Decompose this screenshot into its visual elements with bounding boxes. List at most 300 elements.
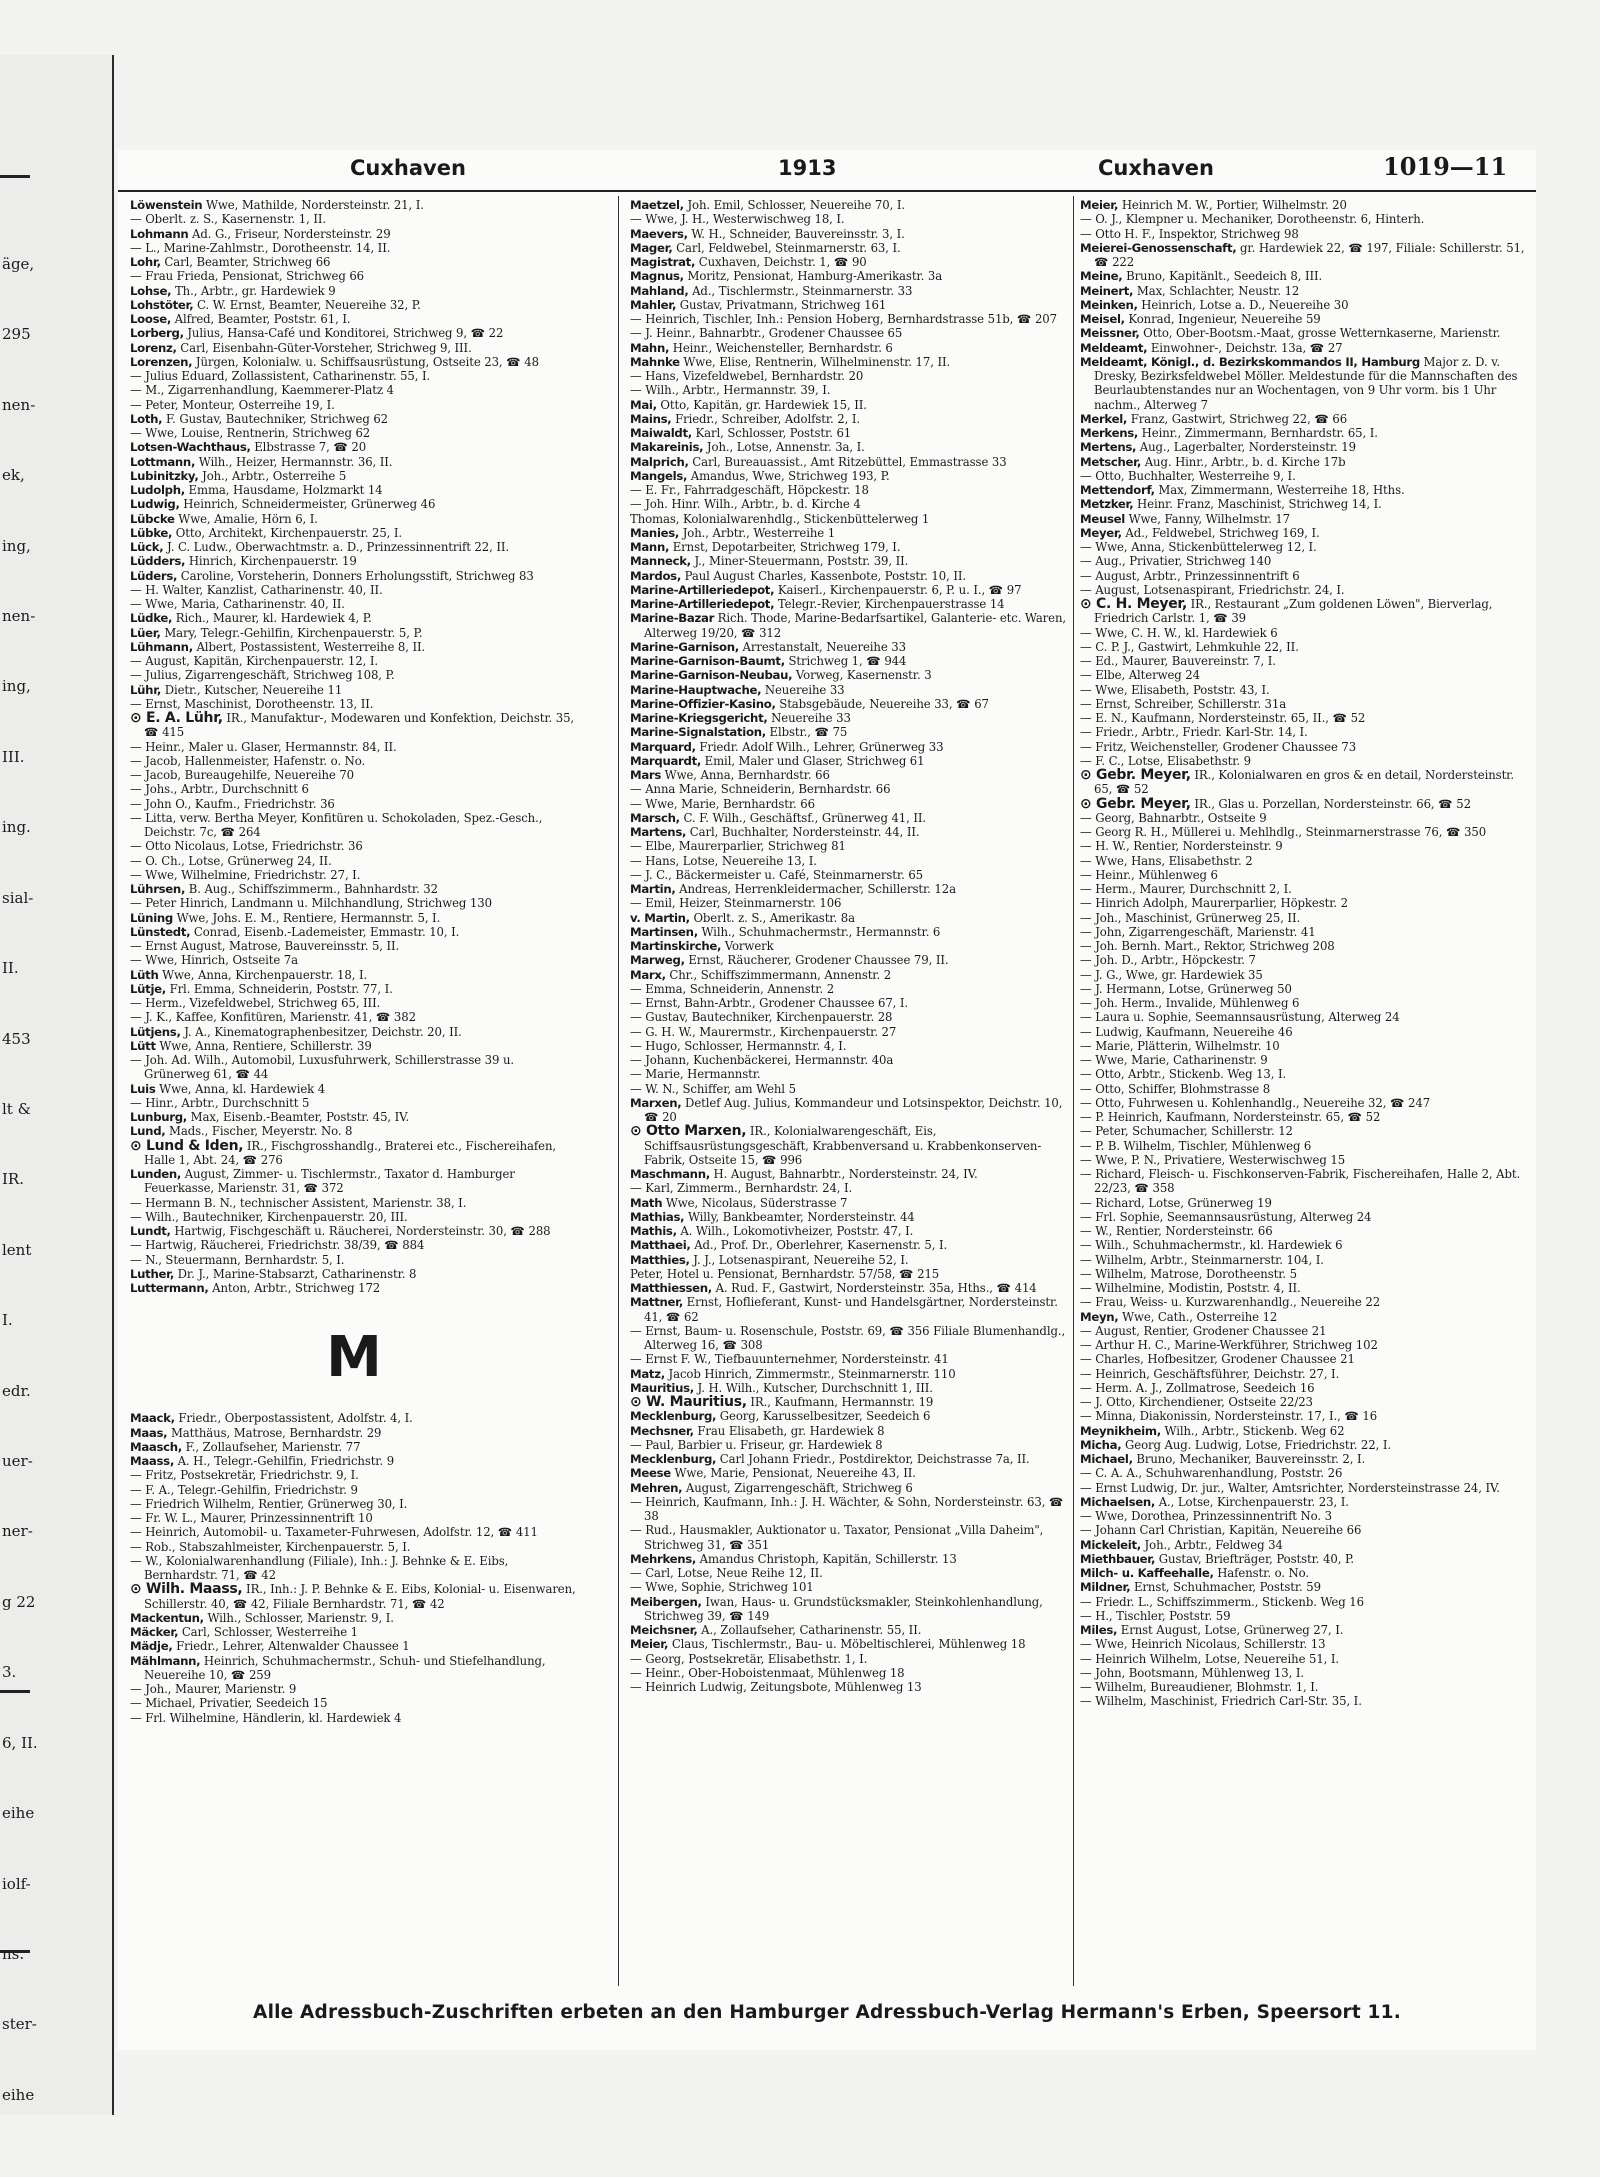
directory-entry [130, 1511, 578, 1525]
entry-name: Mählmann, [130, 1653, 201, 1668]
entry-details: Heinrich M. W., Portier, Wilhelmstr. 20 [1121, 198, 1347, 212]
directory-entry [1080, 1666, 1530, 1680]
directory-entry [130, 1096, 578, 1110]
entry-name: Lüdders, [130, 554, 186, 569]
directory-entry [1080, 269, 1530, 283]
entry-details: Carl, Schlosser, Westerreihe 1 [181, 1625, 359, 1639]
entry-details: — Ernst, Baum- u. Rosenschule, Poststr. 69, ☎ 356 Filiale Blumenhandlg., Alterweg 16, ☎ 308 [630, 1323, 1066, 1352]
directory-entry [130, 383, 578, 397]
entry-details: — J. Hermann, Lotse, Grünerweg 50 [1080, 981, 1292, 996]
entry-details: Gustav, Privatmann, Strichweg 161 [679, 297, 887, 312]
entry-name: Lührsen, [130, 882, 186, 896]
directory-entry [1080, 1253, 1530, 1267]
directory-entry [1080, 1381, 1530, 1395]
entry-details: Wwe, Elise, Rentnerin, Wilhelminenstr. 17, II. [683, 354, 951, 369]
entry-name: Luther, [130, 1266, 174, 1281]
directory-entry [1080, 1595, 1530, 1609]
entry-details: Aug., Lagerbalter, Nordersteinstr. 19 [1139, 440, 1356, 455]
entry-details: — Emma, Schneiderin, Annenstr. 2 [630, 981, 835, 996]
entry-details: — Peter, Schumacher, Schillerstr. 12 [1080, 1124, 1293, 1139]
entry-details: August, Zigarrengeschäft, Strichweg 6 [685, 1480, 913, 1495]
entry-details: — Friedr., Arbtr., Friedr. Karl-Str. 14, I. [1080, 725, 1308, 740]
directory-entry [630, 1053, 1078, 1067]
entry-details: — Karl, Zimmerm., Bernhardstr. 24, I. [630, 1181, 853, 1196]
directory-entry [130, 768, 578, 782]
directory-entry [1080, 825, 1530, 839]
entry-details: A. Rud. F., Gastwirt, Nordersteinstr. 35a, Hths., ☎ 414 [715, 1281, 1037, 1295]
entry-name: Mahland, [630, 283, 689, 298]
entry-details: — Richard, Lotse, Grünerweg 19 [1080, 1195, 1272, 1210]
entry-details: Friedr., Schreiber, Adolfstr. 2, I. [675, 411, 860, 426]
left-page-fragment: ing, [2, 536, 31, 555]
entry-details: F. Gustav, Bautechniker, Strichweg 62 [165, 411, 388, 426]
directory-entry [1080, 554, 1530, 568]
directory-entry [130, 797, 578, 811]
directory-entry [130, 1010, 578, 1024]
directory-entry [130, 1139, 578, 1168]
left-page-fragment: uer- [2, 1452, 33, 1471]
directory-entry [130, 554, 578, 568]
directory-entry [630, 341, 1078, 355]
entry-details: — Joh. Herm., Invalide, Mühlenweg 6 [1080, 996, 1300, 1010]
directory-entry [1080, 298, 1530, 312]
entry-name: Maevers, [630, 226, 688, 241]
entry-details: Hartwig, Fischgeschäft u. Räucherei, Nordersteinstr. 30, ☎ 288 [174, 1224, 551, 1238]
directory-entry [130, 1426, 578, 1440]
entry-name: Marine-Kriegsgericht, [630, 711, 768, 725]
entry-details: C. F. Wilh., Geschäftsf., Grünerweg 41, II. [683, 810, 926, 825]
directory-entry [630, 540, 1078, 554]
entry-name: Martinskirche, [630, 939, 722, 953]
entry-details: — Wwe, Heinrich Nicolaus, Schillerstr. 13 [1080, 1637, 1326, 1652]
directory-entry [1080, 1025, 1530, 1039]
directory-entry [130, 782, 578, 796]
entry-details: Joh. Emil, Schlosser, Neuereihe 70, I. [687, 198, 905, 212]
entry-name: Maasch, [130, 1439, 182, 1454]
entry-name: Marine-Garnison-Baumt, [630, 654, 785, 668]
directory-entry [1080, 1367, 1530, 1381]
directory-entry [130, 1238, 578, 1252]
directory-entry [1080, 996, 1530, 1010]
directory-entry [130, 896, 578, 910]
left-page-fragment: 453 [2, 1029, 31, 1048]
entry-details: Dr. J., Marine-Stabsarzt, Catharinenstr. 8 [177, 1266, 417, 1281]
directory-entry [130, 1224, 578, 1238]
entry-details: — Minna, Diakonissin, Nordersteinstr. 17, I., ☎ 16 [1080, 1409, 1378, 1424]
entry-name: Meissner, [1080, 326, 1140, 341]
directory-entry [1080, 1010, 1530, 1024]
entry-name: Miles, [1080, 1623, 1118, 1637]
entry-details: Emma, Hausdame, Holzmarkt 14 [188, 483, 383, 497]
directory-entry [1080, 1338, 1530, 1352]
entry-details: — Otto H. F., Inspektor, Strichweg 98 [1080, 226, 1299, 241]
entry-details: — H. Walter, Kanzlist, Catharinenstr. 40, II. [130, 582, 383, 597]
directory-entry [130, 412, 578, 426]
entry-details: — Wilh., Schuhmachermstr., kl. Hardewiek 6 [1080, 1238, 1343, 1253]
directory-entry [130, 1625, 578, 1639]
directory-entry [630, 398, 1078, 412]
directory-entry [1080, 1224, 1530, 1238]
entry-name: ⊙ Gebr. Meyer, [1080, 795, 1191, 812]
directory-entry [1080, 1295, 1530, 1309]
directory-entry [130, 697, 578, 711]
entry-name: Martin, [630, 882, 676, 896]
directory-entry [630, 996, 1078, 1010]
entry-name: Marquardt, [630, 753, 702, 768]
entry-name: Meinert, [1080, 283, 1134, 298]
directory-entry [1080, 697, 1530, 711]
entry-name: Mardos, [630, 568, 681, 583]
directory-entry [630, 1595, 1078, 1624]
entry-details: — Peter, Monteur, Osterreihe 19, I. [130, 397, 335, 412]
entry-details: — Wwe, Dorothea, Prinzessinnentrift No. 3 [1080, 1509, 1332, 1523]
directory-entry [130, 512, 578, 526]
entry-name: Lütjens, [130, 1024, 181, 1039]
entry-name: Marine-Garnison, [630, 639, 739, 654]
entry-name: Lüer, [130, 625, 161, 640]
directory-entry [1080, 854, 1530, 868]
page-footer-notice: Alle Adressbuch-Zuschriften erbeten an den Hamburger Adressbuch-Verlag Hermann's Erben, Speersort 11. [253, 2002, 1401, 2023]
directory-entry [630, 326, 1078, 340]
column-divider [618, 196, 619, 1986]
entry-name: Lottmann, [130, 454, 196, 469]
directory-entry [630, 839, 1078, 853]
entry-details: Wilh., Schlosser, Marienstr. 9, I. [207, 1610, 394, 1625]
entry-details: Wwe, Fanny, Wilhelmstr. 17 [1128, 511, 1291, 526]
section-letter: M [326, 1325, 382, 1391]
directory-entry [1080, 455, 1530, 469]
entry-details: — Hinrich Adolph, Maurerparlier, Höpkestr. 2 [1080, 896, 1348, 911]
entry-details: Wilh., Arbtr., Stickenb. Weg 62 [1164, 1423, 1345, 1438]
directory-entry [630, 868, 1078, 882]
entry-details: — P. B. Wilhelm, Tischler, Mühlenweg 6 [1080, 1138, 1312, 1153]
directory-entry [130, 611, 578, 625]
directory-entry [130, 497, 578, 511]
directory-entry [1080, 968, 1530, 982]
entry-name: Malprich, [630, 454, 689, 469]
entry-name: Martinsen, [630, 924, 698, 939]
entry-name: Lübcke [130, 511, 175, 526]
directory-entry [1080, 1509, 1530, 1523]
directory-entry [1080, 725, 1530, 739]
entry-name: Manneck, [630, 554, 691, 569]
directory-entry [630, 212, 1078, 226]
entry-details: Einwohner-, Deichstr. 13a, ☎ 27 [1150, 340, 1343, 355]
entry-details: — Ernst August, Matrose, Bauvereinsstr. 5, II. [130, 939, 400, 953]
entry-name: Lütt [130, 1038, 156, 1053]
entry-details: — Wilhelm, Bureaudiener, Blohmstr. 1, I. [1080, 1680, 1319, 1694]
entry-details: — Friedrich Wilhelm, Rentier, Grünerweg 30, I. [130, 1496, 408, 1511]
directory-entry [1080, 426, 1530, 440]
entry-name: Lübke, [130, 525, 173, 540]
entry-details: — Herm., Vizefeldwebel, Strichweg 65, III. [130, 996, 381, 1010]
entry-name: Lohmann [130, 226, 189, 241]
entry-name: Magistrat, [630, 255, 696, 269]
entry-name: Meine, [1080, 269, 1123, 284]
entry-details: Carl, Eisenbahn-Güter-Vorsteher, Strichweg 9, III. [180, 340, 472, 355]
left-page-fragment: lt & [2, 1099, 31, 1118]
entry-details: — Wwe, Marie, Bernhardstr. 66 [630, 796, 815, 811]
entry-name: Lohstöter, [130, 297, 194, 312]
entry-details: J., Miner-Steuermann, Poststr. 39, II. [694, 554, 909, 569]
entry-details: — O. Ch., Lotse, Grünerweg 24, II. [130, 853, 332, 868]
entry-details: H. August, Bahnarbtr., Nordersteinstr. 24, IV. [713, 1167, 978, 1181]
directory-entry [1080, 882, 1530, 896]
entry-name: Mecklenburg, [630, 1452, 717, 1466]
directory-entry [630, 982, 1078, 996]
entry-details: — J. Heinr., Bahnarbtr., Grodener Chaussee 65 [630, 326, 903, 341]
entry-details: Bruno, Mechaniker, Bauvereinsstr. 2, I. [1136, 1452, 1366, 1466]
entry-details: — Jacob, Bureaugehilfe, Neuereihe 70 [130, 768, 354, 782]
directory-entry [1080, 212, 1530, 226]
entry-name: Marweg, [630, 953, 685, 968]
entry-name: Meldeamt, [1080, 340, 1148, 355]
entry-details: — N., Steuermann, Bernhardstr. 5, I. [130, 1252, 345, 1267]
entry-details: Chr., Schiffszimmermann, Annenstr. 2 [669, 967, 892, 982]
entry-details: Wwe, Nicolaus, Süderstrasse 7 [665, 1195, 848, 1210]
left-page-fragment: g 22 [2, 1592, 36, 1611]
entry-name: Matthies, [630, 1252, 690, 1267]
left-page-fragment: I. [2, 1311, 13, 1330]
entry-details: Heinr., Zimmermann, Bernhardstr. 65, I. [1141, 426, 1378, 440]
entry-name: Lundt, [130, 1224, 171, 1238]
entry-details: Elbstr., ☎ 75 [769, 725, 848, 740]
entry-name: Merkel, [1080, 411, 1128, 426]
directory-entry [130, 284, 578, 298]
entry-name: Meese [630, 1466, 671, 1481]
directory-entry [1080, 1438, 1530, 1452]
directory-entry [130, 312, 578, 326]
left-page-fragment: ster- [2, 2015, 37, 2034]
entry-name: ⊙ E. A. Lühr, [130, 710, 223, 726]
entry-details: Strichweg 1, ☎ 944 [788, 654, 907, 668]
entry-details: W. H., Schneider, Bauvereinsstr. 3, I. [691, 226, 905, 241]
entry-details: — Heinrich Wilhelm, Lotse, Neuereihe 51, I. [1080, 1651, 1340, 1666]
entry-name: Mackentun, [130, 1610, 204, 1625]
entry-name: Meynikheim, [1080, 1423, 1161, 1438]
entry-details: Otto, Ober-Bootsm.-Maat, grosse Wetternkaserne, Marienstr. [1143, 326, 1501, 341]
directory-entry [1080, 982, 1530, 996]
directory-entry [1080, 896, 1530, 910]
entry-details: C. W. Ernst, Beamter, Neuereihe 32, P. [197, 297, 421, 312]
entry-name: Meier, [630, 1637, 669, 1652]
entry-name: Mehrkens, [630, 1551, 697, 1566]
directory-entry [130, 683, 578, 697]
directory-entry [630, 227, 1078, 241]
directory-entry [1080, 1196, 1530, 1210]
entry-details: A. H., Telegr.-Gehilfin, Friedrichstr. 9 [177, 1454, 395, 1468]
directory-entry [630, 440, 1078, 454]
directory-entry [1080, 1694, 1530, 1708]
entry-details: — Wwe, P. N., Privatiere, Westerwischweg 15 [1080, 1152, 1346, 1167]
directory-entry [130, 1711, 578, 1725]
directory-entry [130, 398, 578, 412]
entry-details: — Wwe, Hinrich, Ostseite 7a [130, 953, 299, 968]
directory-entry [630, 1281, 1078, 1295]
left-page-fragment: iolf- [2, 1874, 31, 1893]
entry-details: — Heinr., Maler u. Glaser, Hermannstr. 84, II. [130, 739, 397, 754]
entry-details: — Elbe, Alterweg 24 [1080, 668, 1200, 683]
left-page-remnant [0, 55, 114, 2115]
directory-entry [130, 1440, 578, 1454]
entry-details: — John O., Kaufm., Friedrichstr. 36 [130, 796, 335, 811]
entry-details: — Marie, Hermannstr. [630, 1067, 761, 1082]
entry-details: Jürgen, Kolonialw. u. Schiffsausrüstung, Ostseite 23, ☎ 48 [195, 354, 539, 369]
entry-details: gr. Hardewiek 22, ☎ 197, Filiale: Schillerstr. 51, ☎ 222 [1094, 240, 1525, 269]
entry-details: — Hartwig, Räucherei, Friedrichstr. 38/39, ☎ 884 [130, 1238, 425, 1253]
entry-details: — Otto, Buchhalter, Westerreihe 9, I. [1080, 468, 1296, 483]
directory-entry [130, 882, 578, 896]
entry-details: Hafenstr. o. No. [1217, 1566, 1310, 1580]
directory-entry [1080, 740, 1530, 754]
entry-details: Heinr., Weichensteller, Bernhardstr. 6 [672, 340, 893, 355]
entry-name: Marine-Artilleriedepot, [630, 597, 775, 611]
directory-entry [130, 1025, 578, 1039]
directory-entry [1080, 597, 1530, 626]
entry-details: Georg Aug. Ludwig, Lotse, Friedrichstr. 22, I. [1125, 1437, 1391, 1452]
entry-name: Maetzel, [630, 198, 684, 212]
entry-details: — Johann, Kuchenbäckerei, Hermannstr. 40a [630, 1053, 894, 1067]
directory-entry [630, 968, 1078, 982]
directory-entry [130, 1196, 578, 1210]
entry-name: Lorenzen, [130, 354, 193, 369]
directory-entry [130, 1124, 578, 1138]
directory-entry [1080, 1566, 1530, 1580]
entry-details: — Ed., Maurer, Bauvereinstr. 7, I. [1080, 654, 1276, 668]
directory-page [118, 150, 1536, 2050]
entry-details: Moritz, Pensionat, Hamburg-Amerikastr. 3a [687, 269, 943, 284]
entry-name: Mathis, [630, 1224, 677, 1238]
directory-entry [630, 1039, 1078, 1053]
directory-entry [1080, 754, 1530, 768]
directory-entry [630, 925, 1078, 939]
entry-details: Wwe, Anna, kl. Hardewiek 4 [159, 1081, 326, 1096]
directory-entry [1080, 569, 1530, 583]
entry-details: — Georg, Bahnarbtr., Ostseite 9 [1080, 810, 1267, 825]
entry-details: Heinrich, Schuhmachermstr., Schuh- und Stiefelhandlung, Neuereihe 10, ☎ 259 [144, 1653, 546, 1682]
directory-entry [630, 1666, 1078, 1680]
entry-details: — Julius Eduard, Zollassistent, Catharinenstr. 55, I. [130, 369, 431, 383]
directory-entry [1080, 1395, 1530, 1409]
directory-entry [130, 854, 578, 868]
entry-details: — H. W., Rentier, Nordersteinstr. 9 [1080, 839, 1283, 854]
directory-entry [1080, 469, 1530, 483]
entry-details: Stabsgebäude, Neuereihe 33, ☎ 67 [779, 696, 989, 711]
directory-entry [630, 597, 1078, 611]
entry-name: Lüth [130, 967, 159, 982]
directory-entry [630, 241, 1078, 255]
entry-details: — Frl. Wilhelmine, Händlerin, kl. Hardewiek 4 [130, 1710, 402, 1725]
entry-details: Th., Arbtr., gr. Hardewiek 9 [174, 283, 336, 298]
entry-name: Lohr, [130, 255, 161, 269]
directory-entry [130, 740, 578, 754]
entry-details: — J. K., Kaffee, Konfitüren, Marienstr. 41, ☎ 382 [130, 1010, 416, 1025]
entry-name: Magnus, [630, 269, 684, 284]
entry-details: — Aug., Privatier, Strichweg 140 [1080, 554, 1272, 569]
entry-details: Alfred, Beamter, Poststr. 61, I. [174, 312, 351, 326]
entry-details: — C. P. J., Gastwirt, Lehmkuhle 22, II. [1080, 639, 1299, 654]
entry-details: IR., Glas u. Porzellan, Nordersteinstr. 66, ☎ 52 [1194, 796, 1471, 811]
entry-details: — M., Zigarrenhandlung, Kaemmerer-Platz 4 [130, 383, 394, 398]
directory-entry [630, 1395, 1078, 1409]
entry-details: Mads., Fischer, Meyerstr. No. 8 [169, 1124, 353, 1139]
directory-entry [130, 953, 578, 967]
entry-details: — Wwe, Hans, Elisabethstr. 2 [1080, 853, 1253, 868]
directory-entry [1080, 1409, 1530, 1423]
directory-entry [630, 1210, 1078, 1224]
entry-name: Löwenstein [130, 198, 203, 212]
directory-entry [1080, 1238, 1530, 1252]
directory-entry [1080, 683, 1530, 697]
entry-details: J. C. Ludw., Oberwachtmstr. a. D., Prinzessinnentrift 22, II. [167, 540, 509, 554]
entry-details: — Hans, Vizefeldwebel, Bernhardstr. 20 [630, 369, 864, 383]
directory-entry [130, 298, 578, 312]
entry-name: Marx, [630, 967, 666, 982]
directory-entry [130, 654, 578, 668]
entry-details: IR., Restaurant „Zum goldenen Löwen", Bierverlag, Friedrich Carlstr. 1, ☎ 39 [1094, 597, 1493, 626]
directory-entry [630, 1552, 1078, 1566]
directory-entry [130, 1053, 578, 1082]
directory-entry [130, 839, 578, 853]
directory-entry [1080, 925, 1530, 939]
entry-details: — Ludwig, Kaufmann, Neuereihe 46 [1080, 1024, 1293, 1039]
directory-entry [630, 939, 1078, 953]
entry-details: Detlef Aug. Julius, Kommandeur und Lotsinspektor, Deichstr. 10, ☎ 20 [644, 1095, 1063, 1124]
entry-details: — Heinr., Mühlenweg 6 [1080, 867, 1218, 882]
directory-entry [630, 896, 1078, 910]
directory-entry [1080, 312, 1530, 326]
entry-name: Mager, [630, 240, 673, 255]
entry-name: Manies, [630, 525, 680, 540]
entry-name: ⊙ C. H. Meyer, [1080, 596, 1187, 612]
entry-details: Ernst August, Lotse, Grünerweg 27, I. [1120, 1623, 1344, 1637]
directory-entry [130, 483, 578, 497]
entry-details: — Hermann B. N., technischer Assistent, Marienstr. 38, I. [130, 1195, 467, 1210]
directory-entry [630, 654, 1078, 668]
directory-entry [630, 911, 1078, 925]
directory-entry [130, 241, 578, 255]
directory-entry [1080, 1310, 1530, 1324]
directory-entry [630, 512, 1078, 526]
entry-details: Max, Zimmermann, Westerreihe 18, Hths. [1158, 483, 1405, 497]
entry-details: Carl, Bureauassist., Amt Ritzebüttel, Emmastrasse 33 [692, 454, 1007, 469]
entry-name: Marsch, [630, 810, 680, 825]
entry-details: Joh., Lotse, Annenstr. 3a, I. [706, 440, 865, 455]
entry-name: Meyn, [1080, 1309, 1119, 1324]
entry-details: Ad., Prof. Dr., Oberlehrer, Kasernenstr. 5, I. [694, 1238, 948, 1253]
entry-details: — Wwe, Elisabeth, Poststr. 43, I. [1080, 682, 1270, 697]
directory-entry [130, 1082, 578, 1096]
entry-details: Iwan, Haus- u. Grundstücksmakler, Steinkohlenhandlung, Strichweg 39, ☎ 149 [644, 1594, 1043, 1623]
left-page-fragment: edr. [2, 1381, 31, 1400]
directory-entry [130, 255, 578, 269]
directory-entry [130, 1411, 578, 1425]
directory-entry [1080, 1609, 1530, 1623]
entry-details: J. A., Kinematographenbesitzer, Deichstr. 20, II. [184, 1024, 462, 1039]
entry-name: Meinken, [1080, 297, 1138, 312]
entry-details: — Ernst, Schreiber, Schillerstr. 31a [1080, 696, 1287, 711]
entry-details: — J. G., Wwe, gr. Hardewiek 35 [1080, 967, 1263, 982]
directory-entry [1080, 711, 1530, 725]
directory-entry [630, 1224, 1078, 1238]
entry-details: — Joh., Maurer, Marienstr. 9 [130, 1682, 297, 1696]
directory-entry [1080, 953, 1530, 967]
entry-details: Carl Johann Friedr., Postdirektor, Deichstrasse 7a, II. [719, 1452, 1030, 1466]
directory-entry [630, 1267, 1078, 1281]
entry-name: Ludwig, [130, 497, 180, 512]
entry-details: — Wwe, Marie, Catharinenstr. 9 [1080, 1053, 1268, 1067]
entry-details: Ad. G., Friseur, Nordersteinstr. 29 [192, 226, 391, 241]
